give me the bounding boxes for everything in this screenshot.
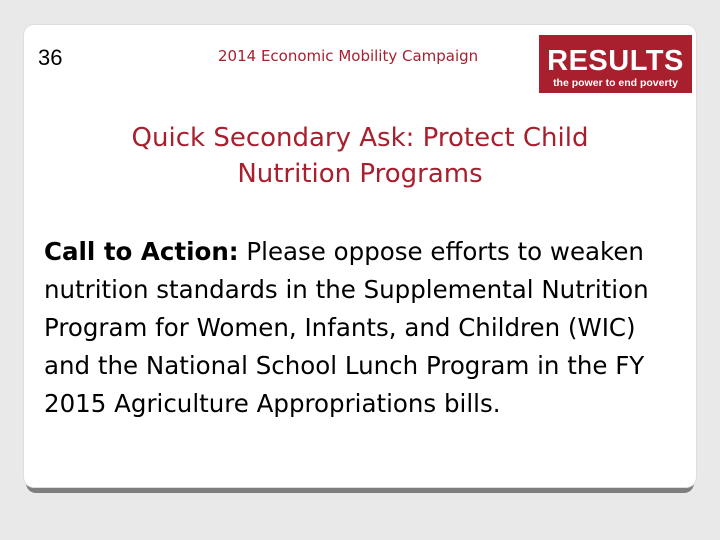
slide-title-line-2: Nutrition Programs	[237, 159, 483, 189]
logo-wordmark: RESULTS	[547, 45, 684, 77]
slide-body	[44, 233, 684, 423]
logo-tagline: the power to end poverty	[553, 77, 678, 89]
slide-title	[60, 120, 660, 192]
campaign-header: 2014 Economic Mobility Campaign	[218, 47, 479, 65]
results-logo	[539, 35, 692, 93]
slide-title-line-1: Quick Secondary Ask: Protect Child	[131, 123, 589, 153]
call-to-action-label: Call to Action:	[44, 237, 239, 266]
slide-number: 36	[38, 45, 63, 70]
call-to-action-text: Please oppose efforts to weaken nutrition standards in the Supplemental Nutrition Program for Women, Infants, and Children (WIC) and the National School Lunch Program in the FY 2015 Agriculture Appropriations bills.	[44, 237, 649, 418]
